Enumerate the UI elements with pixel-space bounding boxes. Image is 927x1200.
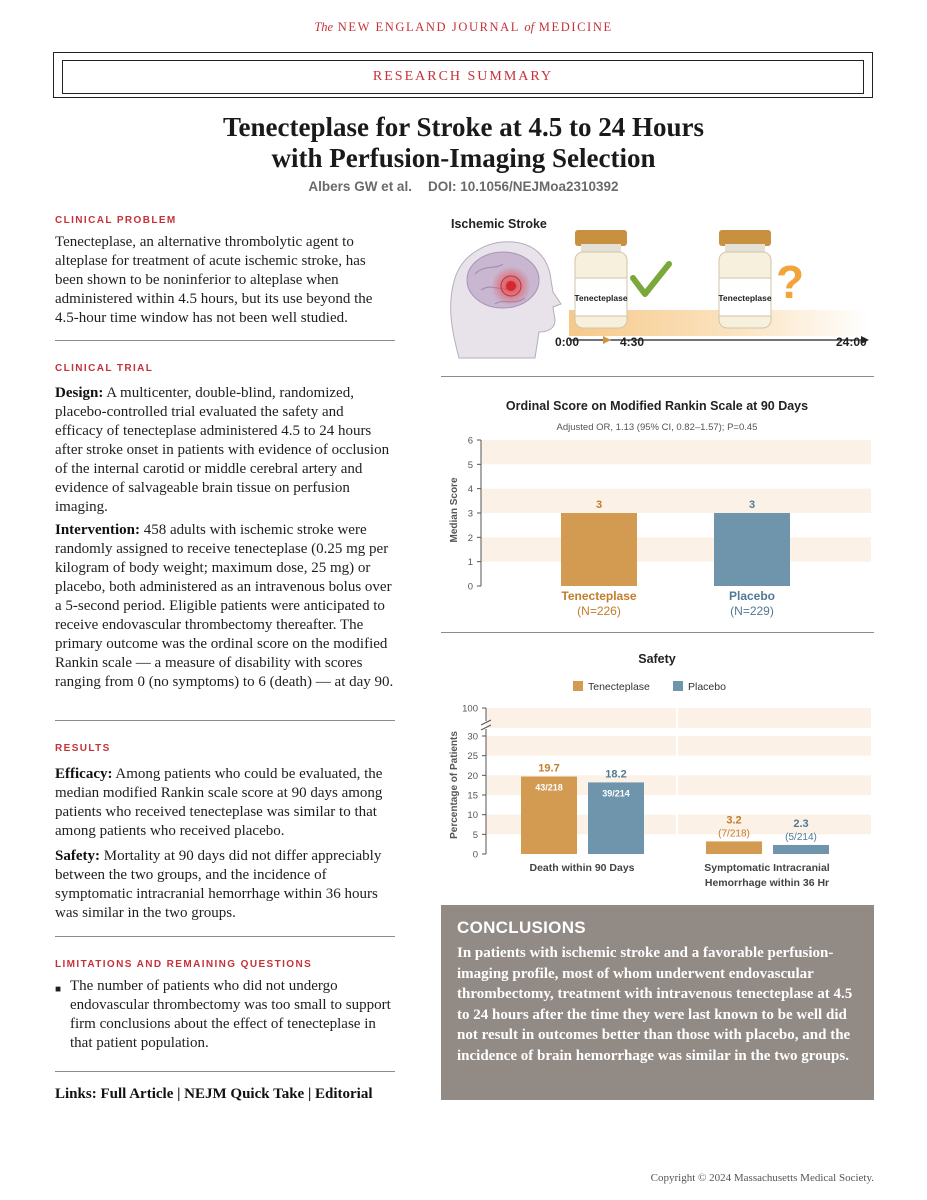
y-tick-label: 5 [472,829,478,841]
y-tick-label: 1 [467,557,473,569]
bar-count-label: (7/218) [718,828,750,840]
conclusions-text: In patients with ischemic stroke and a favorable perfusion-imaging profile, most of whom underwent endovascular thrombectomy, treatment with intravenous tenecteplase at 4.5 to 24 hours after the time they were last known to be well did not result in outcomes better than those with placebo, and the incidence of brain hemorrhage was similar in the two groups. [457,945,853,1064]
research-summary-banner [53,52,873,98]
divider [441,632,874,633]
x-category-label: Symptomatic Intracranial [704,862,830,874]
masthead-medicine: MEDICINE [538,20,613,34]
bar-placebo [714,513,790,586]
efficacy-paragraph [55,765,395,841]
journal-masthead [0,20,927,35]
efficacy-label: Efficacy: [55,766,113,782]
x-category-label: Death within 90 Days [529,862,635,874]
safety-text: Mortality at 90 days did not differ appreciably between the two groups, and the incidence of symptomatic intracranial hemorrhage within 36 hours was similar in the two groups. [55,848,382,921]
bar-value-label: 2.3 [793,817,809,830]
y-tick-label: 2 [467,532,473,544]
bar-value-label: 3.2 [726,814,742,827]
bar-value-label: 3 [748,499,756,511]
chart-title: Ordinal Score on Modified Rankin Scale at 90 Days [505,399,809,413]
x-category-label: Placebo [728,589,776,603]
question-mark-icon: ? [776,256,805,308]
design-text: A multicenter, double-blind, randomized, placebo-controlled trial evaluated the safety and efficacy of tenecteplase administered 4.5 to 24 hours after stroke onset in patients with evidence of occlusion of the internal carotid or middle cerebral artery and evidence of salvageable brain tissue on perfusion imaging. [55,385,390,515]
vial-label: Tenecteplase [718,293,772,303]
head-profile-icon [451,242,561,358]
clinical-trial-heading: CLINICAL TRIAL [55,363,154,374]
intervention-label: Intervention: [55,522,140,538]
tenecteplase-vial-icon [574,230,628,328]
title-line-2: with Perfusion-Imaging Selection [271,143,656,173]
masthead-of: of [524,20,535,34]
y-tick-label: 4 [467,484,473,496]
limitations-heading: LIMITATIONS AND REMAINING QUESTIONS [55,959,313,970]
x-category-n: (N=229) [730,604,774,618]
bar-count-label: (5/214) [785,831,817,843]
intervention-text: 458 adults with ischemic stroke were randomly assigned to receive tenecteplase (0.25 mg per kilogram of body weight; maximum dose, 25 mg) or placebo, both administered as an intravenous bolus over a 5-second period. Eligible patients were anticipated to receive endovascular thrombectomy thereafter. The primary outcome was the ordinal score on the modified Rankin scale — a measure of disability with scores ranging from 0 (no symptoms) to 6 (death) — at day 90. [55,522,394,690]
clinical-problem-heading: CLINICAL PROBLEM [55,215,177,226]
timeline-mid: 4:30 [620,335,645,349]
bar-count-label: 43/218 [535,782,563,793]
bullet-icon: ■ [55,984,62,995]
legend-label: Placebo [688,681,726,693]
y-tick-label: 3 [467,508,473,520]
checkmark-icon [633,264,669,294]
grid-band [481,440,871,464]
y-tick-label: 15 [467,790,478,802]
vial-label: Tenecteplase [574,293,628,303]
bar-count-label: 39/214 [602,788,630,799]
conclusions-box [441,905,874,1100]
grid-band [481,489,871,513]
links-label: Links: [55,1086,97,1102]
editorial-link[interactable]: Editorial [315,1086,373,1102]
title-line-1: Tenecteplase for Stroke at 4.5 to 24 Hours [223,112,704,142]
ischemic-stroke-label: Ischemic Stroke [451,217,547,231]
divider [55,1071,395,1072]
x-category-n: (N=226) [577,604,621,618]
x-category-label: Tenecteplase [561,589,637,603]
timeline-start: 0:00 [555,335,580,349]
y-tick-label: 6 [467,435,473,447]
link-separator: | [307,1086,312,1102]
legend-label: Tenecteplase [588,681,650,693]
timeline-end: 24:00 [836,335,867,349]
stroke-illustration [441,208,874,368]
limitations-item [55,977,395,1053]
masthead-the: The [314,20,334,34]
clinical-problem-text: Tenecteplase, an alternative thrombolytic agent to alteplase for treatment of acute ischemic stroke, has been shown to be noninferior to alteplase when administered within 4.5 hours, but its use beyond the 4.5-hour time window has not been well studied. [55,234,373,326]
safety-paragraph [55,847,395,923]
bar-value-label: 3 [595,499,603,511]
full-article-link[interactable]: Full Article [100,1086,174,1102]
y-tick-label: 100 [462,703,478,715]
conclusions-heading: CONCLUSIONS [457,918,586,937]
y-tick-label: 0 [467,581,473,593]
y-axis-label: Percentage of Patients [449,731,460,839]
safety-chart [441,645,874,895]
divider [55,720,395,721]
bar-tenecteplase [561,513,637,586]
y-tick-label: 20 [467,770,478,782]
divider [441,376,874,377]
y-tick-label: 5 [467,459,473,471]
safety-label: Safety: [55,848,100,864]
divider [55,936,395,937]
y-tick-label: 0 [472,849,478,861]
grid-band [486,708,871,728]
bar-placebo [773,845,829,854]
link-separator: | [177,1086,181,1102]
y-tick-label: 10 [467,810,478,822]
design-label: Design: [55,385,104,401]
banner-label: RESEARCH SUMMARY [372,69,554,84]
bar-tenecteplase [706,841,762,854]
legend-swatch [673,681,683,691]
page-title [0,112,927,174]
tenecteplase-vial-icon [718,230,772,328]
chart-subtitle: Adjusted OR, 1.13 (95% CI, 0.82–1.57); P=0.45 [556,422,758,433]
results-heading: RESULTS [55,743,111,754]
legend-swatch [573,681,583,691]
chart-title: Safety [638,652,676,666]
y-tick-label: 25 [467,751,478,763]
intervention-paragraph [55,521,395,692]
y-axis-label: Median Score [449,477,460,543]
links-bar [55,1086,395,1103]
grid-band [486,736,871,756]
doi-link[interactable]: DOI: 10.1056/NEJMoa2310392 [427,179,619,194]
limitations-text: The number of patients who did not undergo endovascular thrombectomy was too small to support firm conclusions about the effect of tenecteplase in that patient population. [70,978,391,1051]
efficacy-text: Among patients who could be evaluated, the median modified Rankin scale score at 90 days among patients who received tenecteplase was similar to that among patients who received placebo. [55,766,383,839]
copyright: Copyright © 2024 Massachusetts Medical Society. [650,1172,874,1184]
design-paragraph [55,384,395,517]
divider [55,340,395,341]
bar-value-label: 19.7 [538,762,560,775]
y-tick-label: 30 [467,731,478,743]
grid-band [481,537,871,561]
quick-take-link[interactable]: NEJM Quick Take [184,1086,305,1102]
authors: Albers GW et al. [308,179,412,194]
rankin-score-chart [441,390,874,625]
arrow-icon [603,336,611,344]
byline [0,179,927,194]
x-category-label: Hemorrhage within 36 Hr [704,877,830,889]
bar-value-label: 18.2 [605,768,627,781]
masthead-name: NEW ENGLAND JOURNAL [337,20,520,34]
